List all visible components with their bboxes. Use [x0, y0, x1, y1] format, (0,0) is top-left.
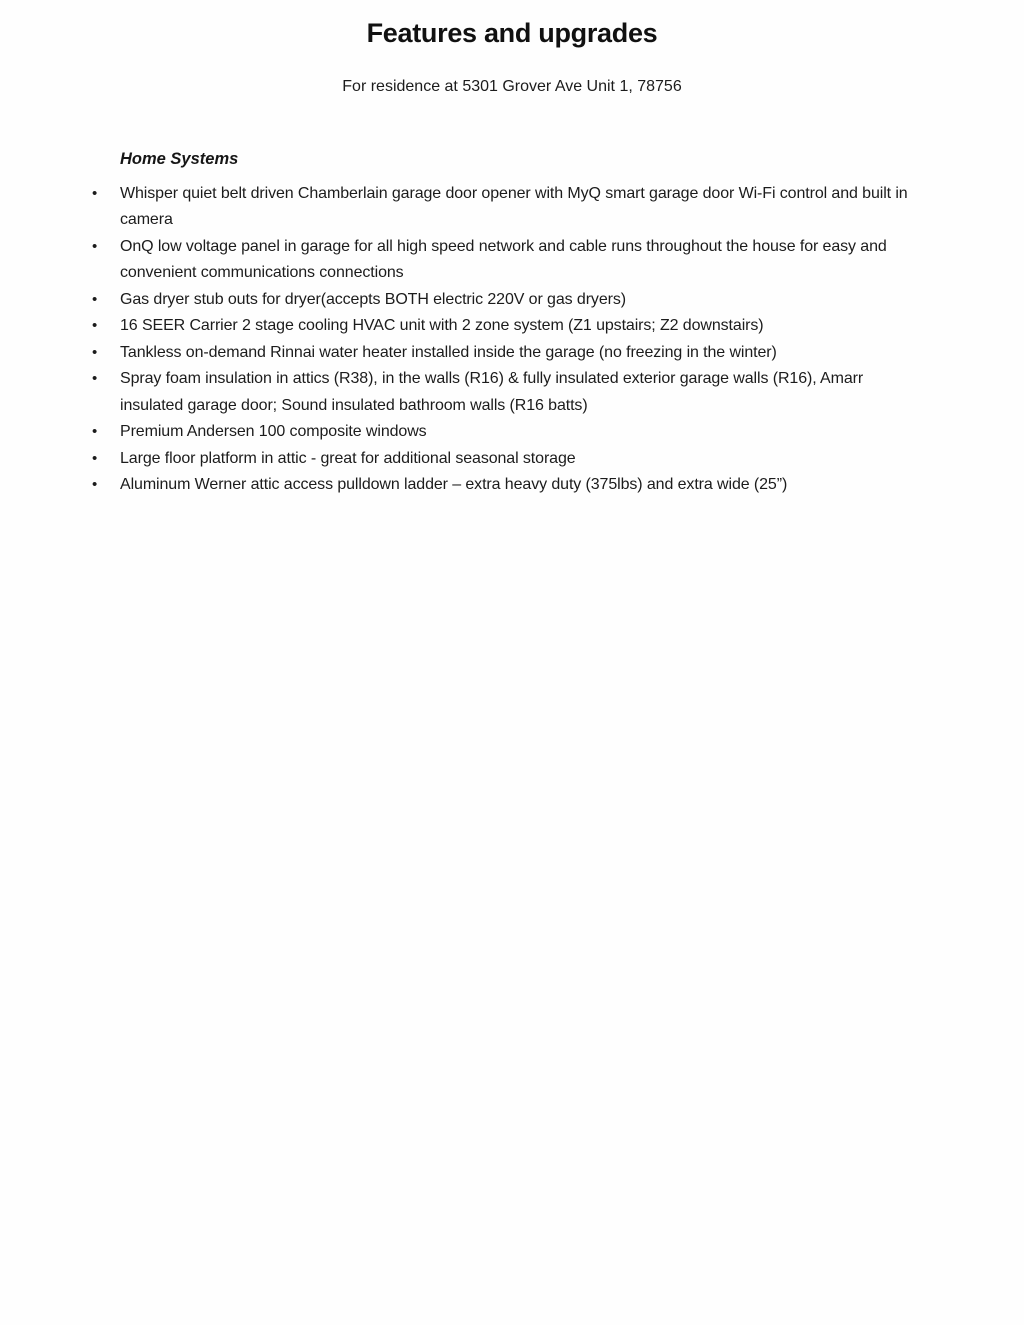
- page-subtitle: For residence at 5301 Grover Ave Unit 1, 78756: [342, 77, 682, 95]
- list-item: • 16 SEER Carrier 2 stage cooling HVAC unit with 2 zone system (Z1 upstairs; Z2 downstairs): [120, 313, 922, 340]
- list-item: • Whisper quiet belt driven Chamberlain garage door opener with MyQ smart garage door Wi-Fi control and built in camera: [120, 181, 922, 234]
- page-title: Features and upgrades: [366, 18, 658, 48]
- feature-list: [120, 181, 922, 499]
- list-item: • Premium Andersen 100 composite windows: [120, 419, 922, 446]
- list-item: • Tankless on-demand Rinnai water heater installed inside the garage (no freezing in the winter): [120, 340, 922, 367]
- document-body: [120, 146, 922, 499]
- list-item: • Spray foam insulation in attics (R38), in the walls (R16) & fully insulated exterior garage walls (R16), Amarr insulated garage door; Sound insulated bathroom walls (R16 batts): [120, 366, 922, 419]
- list-item: • Aluminum Werner attic access pulldown ladder – extra heavy duty (375lbs) and extra wide (25”): [120, 472, 922, 499]
- list-item: • Gas dryer stub outs for dryer(accepts BOTH electric 220V or gas dryers): [120, 287, 922, 314]
- section-heading-home-systems: Home Systems: [120, 149, 239, 168]
- list-item: • OnQ low voltage panel in garage for all high speed network and cable runs throughout the house for easy and convenient communications connections: [120, 234, 922, 287]
- list-item: • Large floor platform in attic - great for additional seasonal storage: [120, 446, 922, 473]
